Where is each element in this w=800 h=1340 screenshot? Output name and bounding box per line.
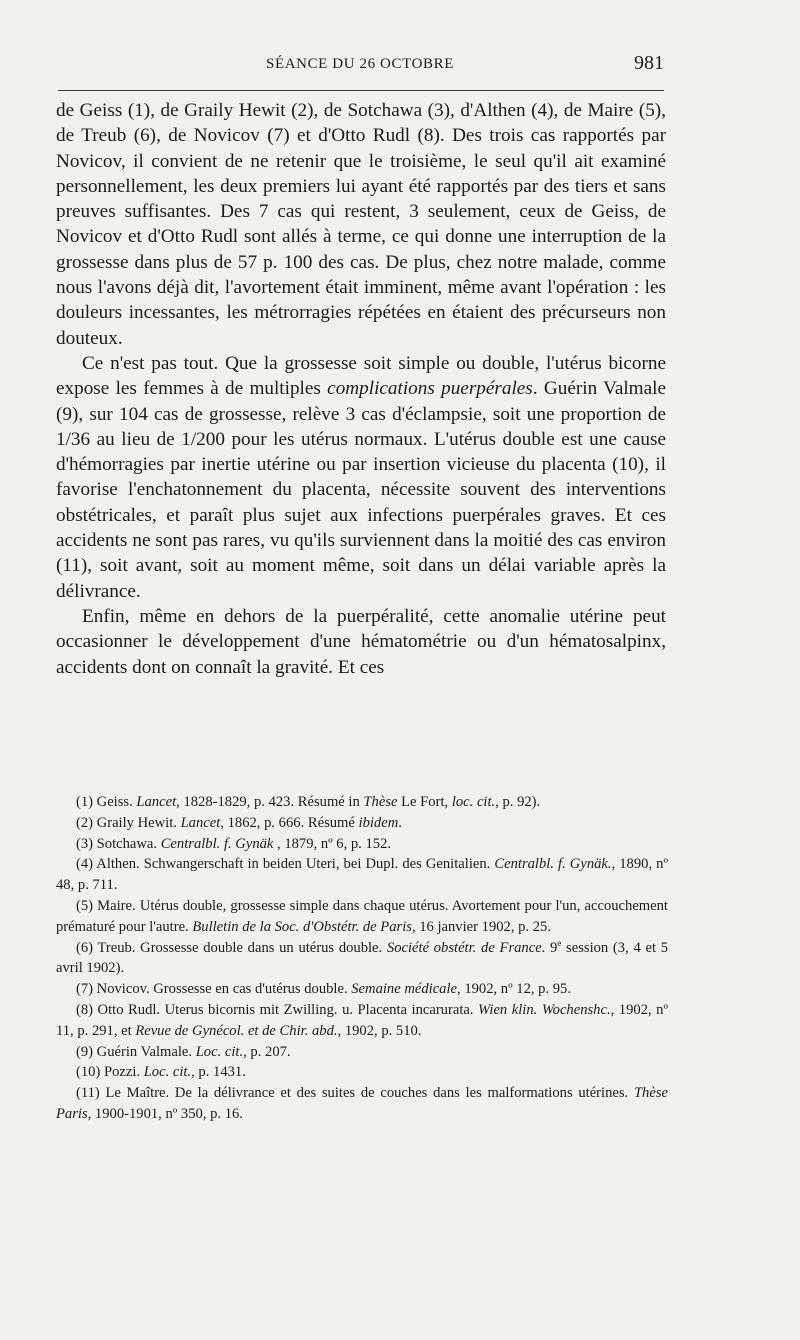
footnote-6-text: (6) Treub. Grossesse double dans un utérus double. bbox=[76, 939, 387, 956]
header-rule bbox=[58, 90, 664, 91]
paragraph-1: de Geiss (1), de Graily Hewit (2), de Sotchawa (3), d'Althen (4), de Maire (5), de Treub (6), de Novicov (7) et d'Otto Rudl (8). Des trois cas rapportés par Novicov, il convient de ne retenir que le troisième, le seul qu'il ait examiné personnellement, les deux premiers lui ayant été rapportés par des tiers et sans preuves suffisantes. Des 7 cas qui restent, 3 seulement, ceux de Geiss, de Novicov et d'Otto Rudl sont allés à terme, ce qui donne une interruption de la grossesse dans plus de 57 p. 100 des cas. De plus, chez notre malade, comme nous l'avons déjà dit, l'avortement était imminent, même avant l'opération : les douleurs incessantes, les métrorragies répétées en étaient des précurseurs non douteux. bbox=[56, 100, 666, 349]
footnote-11-text: , 1900-1901, nº 350, p. 16. bbox=[87, 1105, 243, 1122]
footnote-8-text: (8) Otto Rudl. Uterus bicornis mit Zwilling. u. Placenta incarurata. bbox=[76, 1001, 479, 1018]
footnote-3-text: , 1879, nº 6, p. 152. bbox=[273, 835, 392, 852]
paragraph-2-text-a: Ce n'est pas tout. Que la grossesse soit simple ou double, l'utérus bicorne expose les femmes à de multiples bbox=[56, 352, 666, 400]
footnote-7-italic: Semaine médicale bbox=[351, 981, 458, 998]
footnote-8-italic: Wien klin. Wochenshc. bbox=[478, 1001, 611, 1018]
footnote-9-text: , p. 207. bbox=[243, 1043, 291, 1060]
footnote-6-text: session (3, 4 et 5 avril 1902). bbox=[56, 939, 669, 977]
footnote-2-italic: Lancet bbox=[180, 814, 221, 831]
footnote-1-text: , 1828-1829, p. 423. Résumé in bbox=[176, 794, 364, 810]
footnote-5-text: , 16 janvier 1902, p. 25. bbox=[411, 918, 551, 935]
footnote-10-italic: Loc. cit. bbox=[143, 1064, 192, 1081]
footnote-8-text: , 1902, nº 11, p. 291, et bbox=[56, 1001, 668, 1039]
footnote-5-text: (5) Maire. Utérus double, grossesse simple dans chaque utérus. Avortement pour l'un, accouchement prématuré pour l'autre. bbox=[56, 897, 668, 935]
footnote-4 bbox=[56, 854, 668, 896]
footnote-10-text: (10) Pozzi. bbox=[76, 1064, 144, 1081]
running-title: SÉANCE DU 26 OCTOBRE bbox=[266, 56, 454, 72]
footnote-4-text: , 1890, nº 48, p. 711. bbox=[56, 856, 668, 894]
paragraph-3: Enfin, même en dehors de la puerpéralité, cette anomalie utérine peut occasionner le développement d'une hématométrie ou d'un hématosalpinx, accidents dont on connaît la gravité. Et ces bbox=[56, 605, 666, 678]
footnote-5-italic: Bulletin de la Soc. d'Obstétr. de Paris bbox=[192, 918, 412, 935]
footnote-6-italic: Société obstétr. de France bbox=[386, 939, 542, 956]
footnote-6-text: . 9 bbox=[541, 939, 558, 956]
footnote-3-italic: Centralbl. f. Gynäk bbox=[160, 835, 274, 852]
footnote-11-text: (11) Le Maître. De la délivrance et des suites de couches dans les malformations utérines. bbox=[76, 1085, 634, 1102]
footnote-1 bbox=[56, 792, 668, 813]
footnote-6-superscript: e bbox=[557, 937, 562, 948]
footnote-6 bbox=[56, 938, 668, 980]
footnote-3-text: (3) Sotchawa. bbox=[76, 835, 161, 852]
footnote-11 bbox=[56, 1083, 668, 1125]
footnote-4-text: (4) Althen. Schwangerschaft in beiden Uteri, bei Dupl. des Genitalien. bbox=[76, 856, 495, 873]
page-number: 981 bbox=[634, 52, 664, 74]
footnote-9-text: (9) Guérin Valmale. bbox=[76, 1043, 196, 1060]
footnote-9-italic: Loc. cit. bbox=[195, 1043, 244, 1060]
footnote-1-italic: Lancet bbox=[136, 794, 177, 810]
footnote-7 bbox=[56, 979, 668, 1000]
paragraph-2-emphasis: complications puerpérales bbox=[327, 378, 533, 400]
footnote-10 bbox=[56, 1062, 668, 1083]
footnote-5 bbox=[56, 896, 668, 938]
footnote-9 bbox=[56, 1042, 668, 1063]
footnote-1-italic: Thèse bbox=[363, 794, 398, 810]
footnote-1-italic: loc. cit. bbox=[451, 794, 496, 810]
footnote-1-text: (1) Geiss. bbox=[76, 794, 137, 810]
footnote-11-italic: Thèse Paris bbox=[56, 1085, 668, 1122]
footnote-1-text: , p. 92). bbox=[495, 794, 541, 810]
running-head bbox=[56, 52, 664, 76]
footnote-8 bbox=[56, 1000, 668, 1042]
footnote-7-text: , 1902, nº 12, p. 95. bbox=[457, 981, 571, 998]
footnote-8-text: , 1902, p. 510. bbox=[337, 1022, 422, 1039]
footnote-3 bbox=[56, 834, 668, 855]
footnote-2 bbox=[56, 813, 668, 834]
footnotes bbox=[56, 792, 668, 1125]
footnote-7-text: (7) Novicov. Grossesse en cas d'utérus double. bbox=[76, 981, 352, 998]
paragraph-2 bbox=[56, 351, 666, 604]
footnote-4-italic: Centralbl. f. Gynäk. bbox=[494, 856, 612, 873]
paragraph-2-text-b: . Guérin Valmale (9), sur 104 cas de grossesse, relève 3 cas d'éclampsie, soit une proportion de 1/36 au lieu de 1/200 pour les utérus normaux. L'utérus double est une cause d'hémorragies par inertie utérine ou par insertion vicieuse du placenta (10), il favorise l'enchatonnement du placenta, nécessite souvent des interventions obstétricales, et paraît plus sujet aux infections puerpérales graves. Et ces accidents ne sont pas rares, vu qu'ils surviennent dans la moitié des cas environ (11), soit avant, soit au moment même, soit dans un délai variable après la délivrance. bbox=[56, 378, 666, 602]
footnote-2-text: (2) Graily Hewit. bbox=[76, 814, 181, 831]
footnote-2-text: . bbox=[398, 814, 402, 831]
main-text bbox=[56, 98, 666, 680]
footnote-8-italic: Revue de Gynécol. et de Chir. abd. bbox=[135, 1022, 338, 1039]
footnote-2-text: , 1862, p. 666. Résumé bbox=[220, 814, 359, 831]
footnote-2-italic: ibidem bbox=[358, 814, 399, 831]
footnote-10-text: , p. 1431. bbox=[191, 1064, 246, 1081]
footnote-1-text: Le Fort, bbox=[397, 794, 452, 810]
